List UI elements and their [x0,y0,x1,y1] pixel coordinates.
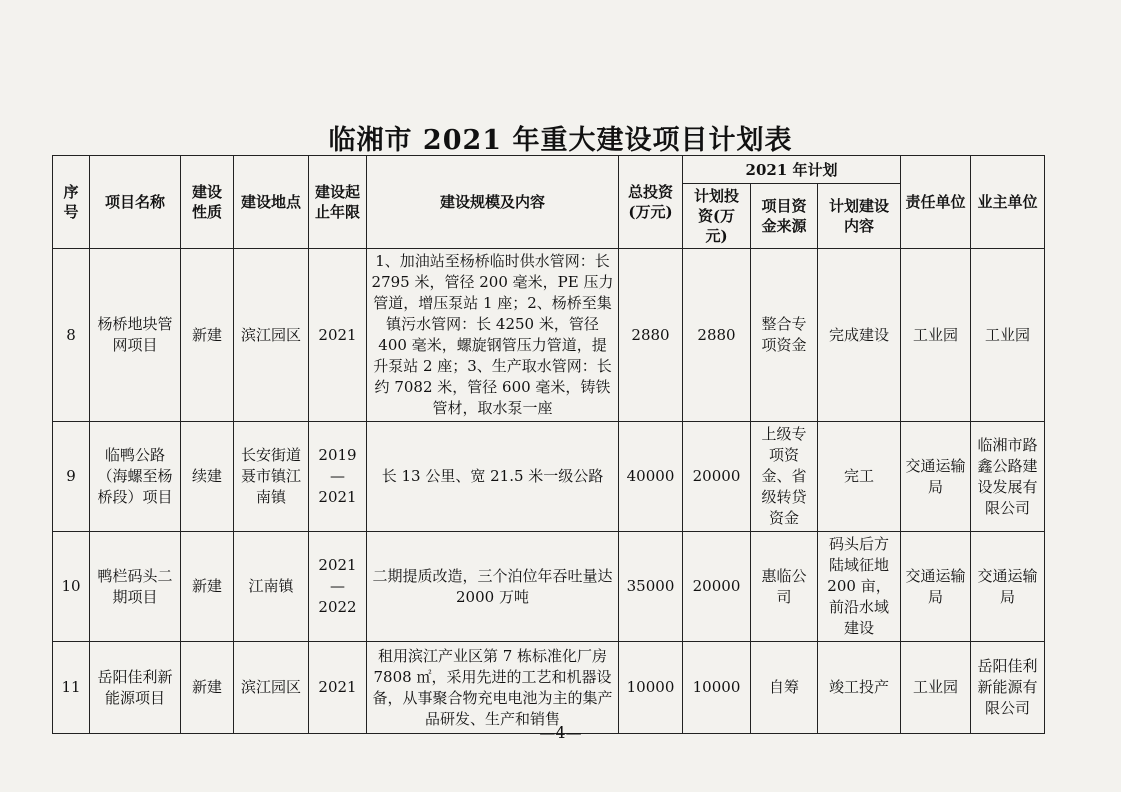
cell-period: 2021 [309,249,367,422]
cell-plan-invest: 20000 [683,422,751,532]
cell-name: 临鸭公路（海螺至杨桥段）项目 [90,422,181,532]
cell-name: 岳阳佳利新能源项目 [90,642,181,734]
cell-fund-source: 整合专项资金 [751,249,818,422]
table-row [53,422,1045,532]
header-scale: 建设规模及内容 [367,156,619,249]
cell-scale: 1、加油站至杨桥临时供水管网：长 2795 米，管径 200 毫米，PE 压力管道，增压泵站 1 座；2、杨桥至集镇污水管网：长 4250 米，管径 400 毫米，螺旋钢管压力管道，提升泵站 2 座；3、生产取水管网：长约 7082 米，管径 600 毫米，铸铁管材，取水泵一座 [367,249,619,422]
cell-total: 2880 [619,249,683,422]
cell-location: 滨江园区 [234,642,309,734]
header-name: 项目名称 [90,156,181,249]
header-resp-unit: 责任单位 [901,156,971,249]
cell-location: 长安街道聂市镇江南镇 [234,422,309,532]
cell-nature: 新建 [181,249,234,422]
cell-location: 滨江园区 [234,249,309,422]
cell-plan-invest: 10000 [683,642,751,734]
cell-scale: 二期提质改造，三个泊位年吞吐量达 2000 万吨 [367,532,619,642]
header-plan-content: 计划建设内容 [818,184,901,249]
cell-nature: 续建 [181,422,234,532]
cell-fund-source: 上级专项资金、省级转贷资金 [751,422,818,532]
cell-nature: 新建 [181,642,234,734]
cell-total: 35000 [619,532,683,642]
cell-plan-content: 完成建设 [818,249,901,422]
cell-owner-unit: 工业园 [971,249,1045,422]
cell-seq: 8 [53,249,90,422]
cell-period: 2019—2021 [309,422,367,532]
cell-scale: 长 13 公里、宽 21.5 米一级公路 [367,422,619,532]
header-fund-source: 项目资金来源 [751,184,818,249]
cell-scale: 租用滨江产业区第 7 栋标准化厂房 7808 ㎡，采用先进的工艺和机器设备，从事聚合物充电电池为主的集产品研发、生产和销售 [367,642,619,734]
cell-plan-content: 码头后方陆域征地 200 亩，前沿水域建设 [818,532,901,642]
cell-resp-unit: 工业园 [901,249,971,422]
table-row [53,532,1045,642]
project-plan-table [52,155,1045,734]
cell-fund-source: 惠临公司 [751,532,818,642]
cell-total: 10000 [619,642,683,734]
cell-period: 2021 [309,642,367,734]
cell-plan-content: 竣工投产 [818,642,901,734]
cell-period: 2021—2022 [309,532,367,642]
header-plan-invest: 计划投资(万元) [683,184,751,249]
header-seq: 序号 [53,156,90,249]
cell-resp-unit: 交通运输局 [901,532,971,642]
header-total: 总投资(万元) [619,156,683,249]
page-title: 临湘市 2021 年重大建设项目计划表 [328,125,793,156]
cell-owner-unit: 交通运输局 [971,532,1045,642]
cell-seq: 9 [53,422,90,532]
cell-name: 杨桥地块管网项目 [90,249,181,422]
cell-resp-unit: 交通运输局 [901,422,971,532]
header-plan-year: 2021 年计划 [683,156,901,184]
cell-owner-unit: 岳阳佳利新能源有限公司 [971,642,1045,734]
cell-owner-unit: 临湘市路鑫公路建设发展有限公司 [971,422,1045,532]
header-owner-unit: 业主单位 [971,156,1045,249]
cell-total: 40000 [619,422,683,532]
cell-seq: 10 [53,532,90,642]
header-location: 建设地点 [234,156,309,249]
header-nature: 建设性质 [181,156,234,249]
cell-plan-invest: 20000 [683,532,751,642]
table-row [53,249,1045,422]
cell-fund-source: 自筹 [751,642,818,734]
cell-nature: 新建 [181,532,234,642]
page-number: —4— [539,723,582,742]
cell-resp-unit: 工业园 [901,642,971,734]
cell-location: 江南镇 [234,532,309,642]
cell-plan-invest: 2880 [683,249,751,422]
header-period: 建设起止年限 [309,156,367,249]
cell-seq: 11 [53,642,90,734]
table-row [53,642,1045,734]
cell-plan-content: 完工 [818,422,901,532]
cell-name: 鸭栏码头二期项目 [90,532,181,642]
